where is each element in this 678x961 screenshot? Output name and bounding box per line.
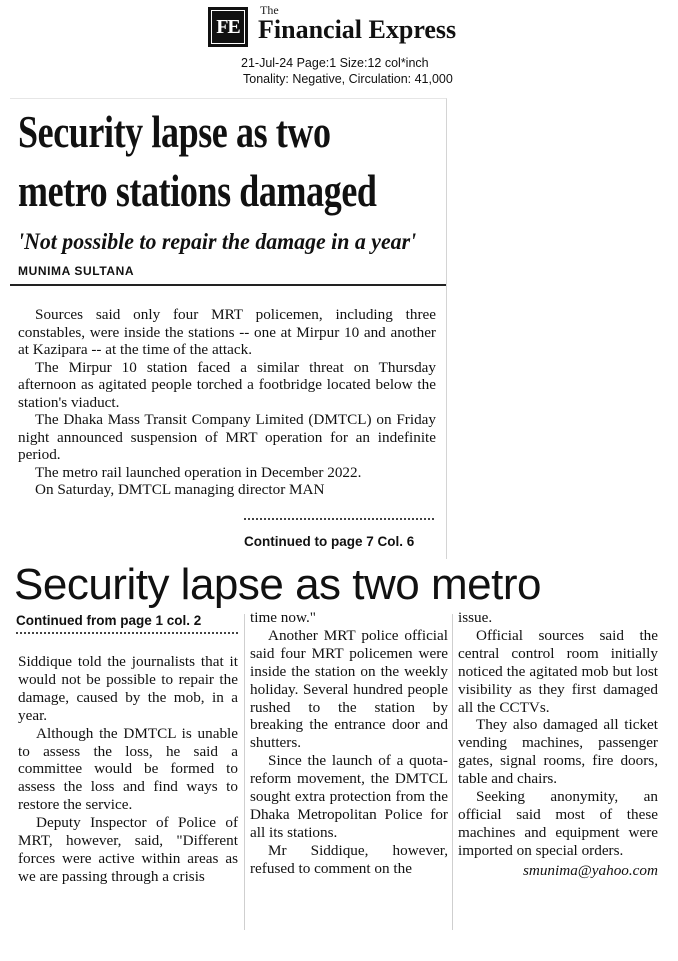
paragraph: Another MRT police official said four MRT policemen were inside the station on the weekly holiday. Several hundred people rushed to the station by breaking the entrance door and shutters. [250, 626, 448, 752]
headline-line-1: Security lapse as two [18, 107, 331, 157]
continued-from-note: Continued from page 1 col. 2 [16, 613, 202, 628]
paragraph: Since the launch of a quota-reform movement, the DMTCL sought extra protection from the Dhaka Metropolitan Police for all its stations. [250, 752, 448, 841]
clipping-meta-tonality: Tonality: Negative, Circulation: 41,000 [243, 72, 453, 86]
dotted-divider [244, 518, 434, 520]
paragraph: Although the DMTCL is unable to assess the loss, he said a committee would be formed to assess the loss and find ways to restore the service. [18, 724, 238, 814]
column-2 [250, 609, 448, 878]
paragraph: They also damaged all ticket vending machines, passenger gates, signal rooms, fire doors, table and chairs. [458, 716, 658, 788]
paragraph: time now." [250, 609, 316, 626]
fe-logo-text: FE [211, 10, 245, 44]
continued-to-note: Continued to page 7 Col. 6 [244, 534, 415, 549]
paragraph: The Dhaka Mass Transit Company Limited (DMTCL) on Friday night announced suspension of MRT operation for an indefinite period. [18, 411, 436, 463]
author-email: smunima@yahoo.com [522, 861, 658, 879]
byline: MUNIMA SULTANA [18, 264, 135, 278]
paragraph: Deputy Inspector of Police of MRT, however, said, "Different forces were active within areas as we are passing through a crisis [18, 814, 238, 885]
subheadline: 'Not possible to repair the damage in a year' [18, 229, 417, 254]
byline-rule [10, 284, 446, 286]
column-rule [452, 614, 453, 930]
continuation-headline: Security lapse as two metro [14, 560, 541, 609]
paragraph: Seeking anonymity, an official said most of these machines and equipment were imported on special orders. [458, 788, 658, 859]
headline-line-2: metro stations damaged [18, 166, 377, 216]
clipping-meta-date: 21-Jul-24 Page:1 Size:12 col*inch [241, 56, 429, 70]
brand-name: Financial Express [258, 15, 457, 44]
top-article-body [18, 306, 436, 499]
paragraph: Sources said only four MRT policemen, including three constables, were inside the stations -- one at Mirpur 10 and another at Kazipara -- at the time of the attack. [18, 306, 436, 358]
paragraph: The Mirpur 10 station faced a similar threat on Thursday afternoon as agitated people torched a footbridge located below the station's viaduct. [18, 358, 436, 411]
column-1 [18, 653, 238, 886]
column-rule [244, 614, 245, 930]
paragraph: Siddique told the journalists that it would not be possible to repair the damage, caused by the mob, in a year. [18, 653, 238, 724]
brand-the: The [260, 3, 279, 17]
paragraph: On Saturday, DMTCL managing director MAN [35, 481, 325, 498]
dotted-divider [16, 632, 238, 634]
paragraph: Mr Siddique, however, refused to comment on the [250, 841, 448, 877]
paragraph: issue. [458, 609, 493, 626]
paragraph: The metro rail launched operation in December 2022. [35, 463, 362, 481]
fe-logo [208, 7, 248, 47]
column-3 [458, 609, 658, 880]
paragraph: Official sources said the central control room initially noticed the agitated mob but lost visibility as they first damaged all the CCTVs. [458, 626, 658, 716]
